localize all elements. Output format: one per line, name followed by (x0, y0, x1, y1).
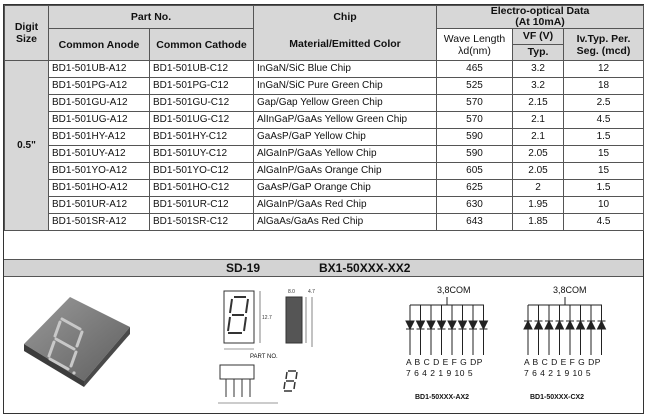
iv-cell: 10 (564, 197, 644, 214)
figures-area (4, 277, 643, 413)
vf-cell: 2.05 (513, 163, 564, 180)
iv-cell: 18 (564, 78, 644, 95)
series-code: BX1-50XXX-XX2 (319, 261, 411, 275)
vf-cell: 2.05 (513, 146, 564, 163)
table-row (5, 112, 644, 129)
material-header: Material/Emitted Color (254, 29, 437, 61)
side-view-drawing (280, 285, 330, 357)
common-cathode-cell: BD1-501HO-C12 (150, 180, 254, 197)
table-row (5, 61, 644, 78)
table-row (5, 214, 644, 231)
diode-symbol (406, 321, 414, 329)
common-anode-header: Common Anode (49, 29, 150, 61)
wave-length-cell: 590 (437, 129, 513, 146)
iv-header: Iv.Typ. Per. Seg. (mcd) (564, 29, 644, 61)
common-cathode-cell: BD1-501UG-C12 (150, 112, 254, 129)
table-row (5, 197, 644, 214)
vf-cell: 2.1 (513, 129, 564, 146)
material-cell: InGaN/SiC Blue Chip (254, 61, 437, 78)
part-no-header: Part No. (49, 6, 254, 29)
common-cathode-cell: BD1-501HY-C12 (150, 129, 254, 146)
vf-cell: 2.15 (513, 95, 564, 112)
diode-symbol (587, 321, 595, 329)
common-label-1: 3,8COM (437, 285, 471, 295)
material-cell: AlInGaP/GaAs Yellow Green Chip (254, 112, 437, 129)
diode-symbol (566, 321, 574, 329)
material-cell: InGaN/SiC Pure Green Chip (254, 78, 437, 95)
vf-cell: 1.85 (513, 214, 564, 231)
material-cell: GaAsP/GaP Yellow Chip (254, 129, 437, 146)
iv-cell: 15 (564, 146, 644, 163)
common-anode-cell: BD1-501UG-A12 (49, 112, 150, 129)
common-anode-cell: BD1-501UY-A12 (49, 146, 150, 163)
wave-length-cell: 625 (437, 180, 513, 197)
vf-cell: 3.2 (513, 61, 564, 78)
package-bar (4, 259, 643, 277)
iv-cell: 1.5 (564, 180, 644, 197)
diode-symbol (459, 321, 467, 329)
common-anode-cell: BD1-501PG-A12 (49, 78, 150, 95)
wave-length-cell: 643 (437, 214, 513, 231)
common-anode-cell: BD1-501HY-A12 (49, 129, 150, 146)
digit-size-header: Digit Size (5, 6, 49, 61)
led-display-photo (22, 289, 132, 389)
diode-symbol (524, 321, 532, 329)
caption-anode: BD1-50XXX-AX2 (415, 394, 470, 401)
common-cathode-cell: BD1-501UY-C12 (150, 146, 254, 163)
part-no-note: PART NO. (250, 354, 278, 360)
iv-cell: 1.5 (564, 129, 644, 146)
package-code: SD-19 (226, 261, 261, 275)
electro-header: Electro-optical Data (At 10mA) (437, 6, 644, 29)
diode-symbol (577, 321, 585, 329)
common-cathode-cell: BD1-501YO-C12 (150, 163, 254, 180)
common-cathode-cell: BD1-501UR-C12 (150, 197, 254, 214)
table-row (5, 95, 644, 112)
wave-length-cell: 570 (437, 112, 513, 129)
common-cathode-header: Common Cathode (150, 29, 254, 61)
wave-length-cell: 465 (437, 61, 513, 78)
wave-length-cell: 570 (437, 95, 513, 112)
common-cathode-cell: BD1-501SR-C12 (150, 214, 254, 231)
svg-text:8.0: 8.0 (288, 289, 295, 295)
common-cathode-cell: BD1-501PG-C12 (150, 78, 254, 95)
material-cell: AlGaInP/GaAs Yellow Chip (254, 146, 437, 163)
diode-symbol (598, 321, 606, 329)
svg-text:4.7: 4.7 (308, 289, 315, 295)
spec-table (4, 5, 644, 231)
digit-size-value: 0.5" (5, 61, 49, 231)
table-row (5, 163, 644, 180)
diode-symbol (535, 321, 543, 329)
diode-symbol (480, 321, 488, 329)
material-cell: Gap/Gap Yellow Green Chip (254, 95, 437, 112)
common-label-2: 3,8COM (553, 285, 587, 295)
common-cathode-cell: BD1-501UB-C12 (150, 61, 254, 78)
material-cell: AlGaInP/GaAs Orange Chip (254, 163, 437, 180)
common-anode-cell: BD1-501GU-A12 (49, 95, 150, 112)
circuit-cathode (520, 297, 610, 355)
iv-cell: 4.5 (564, 112, 644, 129)
pin-numbers-1: 7 6 4 2 1 9 10 5 (406, 368, 474, 378)
iv-cell: 12 (564, 61, 644, 78)
caption-cathode: BD1-50XXX-CX2 (530, 394, 585, 401)
material-cell: GaAsP/GaP Orange Chip (254, 180, 437, 197)
iv-cell: 15 (564, 163, 644, 180)
diode-symbol (545, 321, 553, 329)
material-cell: AlGaInP/GaAs Red Chip (254, 197, 437, 214)
vf-header: VF (V) Typ. (513, 29, 564, 61)
wave-length-header: Wave Length λd(nm) (437, 29, 513, 61)
vf-cell: 2 (513, 180, 564, 197)
chip-header: Chip (254, 6, 437, 29)
svg-text:12.7: 12.7 (262, 315, 272, 321)
pin-letters-2: A B C D E F G DP (524, 357, 601, 367)
vf-cell: 2.1 (513, 112, 564, 129)
pin-letters-1: A B C D E F G DP (406, 357, 483, 367)
table-row (5, 146, 644, 163)
material-cell: AlGaAs/GaAs Red Chip (254, 214, 437, 231)
common-anode-cell: BD1-501HO-A12 (49, 180, 150, 197)
vf-cell: 1.95 (513, 197, 564, 214)
table-row (5, 180, 644, 197)
wave-length-cell: 630 (437, 197, 513, 214)
bottom-view-drawing (214, 357, 314, 411)
common-anode-cell: BD1-501UB-A12 (49, 61, 150, 78)
diode-symbol (438, 321, 446, 329)
common-anode-cell: BD1-501SR-A12 (49, 214, 150, 231)
common-anode-cell: BD1-501YO-A12 (49, 163, 150, 180)
datasheet-panel (3, 4, 644, 414)
diode-symbol (448, 321, 456, 329)
pin-numbers-2: 7 6 4 2 1 9 10 5 (524, 368, 592, 378)
table-row (5, 129, 644, 146)
wave-length-cell: 590 (437, 146, 513, 163)
table-row (5, 78, 644, 95)
diode-symbol (556, 321, 564, 329)
circuit-anode (402, 297, 492, 355)
diode-symbol (417, 321, 425, 329)
diode-symbol (427, 321, 435, 329)
common-cathode-cell: BD1-501GU-C12 (150, 95, 254, 112)
iv-cell: 2.5 (564, 95, 644, 112)
common-anode-cell: BD1-501UR-A12 (49, 197, 150, 214)
vf-cell: 3.2 (513, 78, 564, 95)
wave-length-cell: 525 (437, 78, 513, 95)
iv-cell: 4.5 (564, 214, 644, 231)
front-view-drawing (216, 285, 276, 357)
diode-symbol (469, 321, 477, 329)
wave-length-cell: 605 (437, 163, 513, 180)
